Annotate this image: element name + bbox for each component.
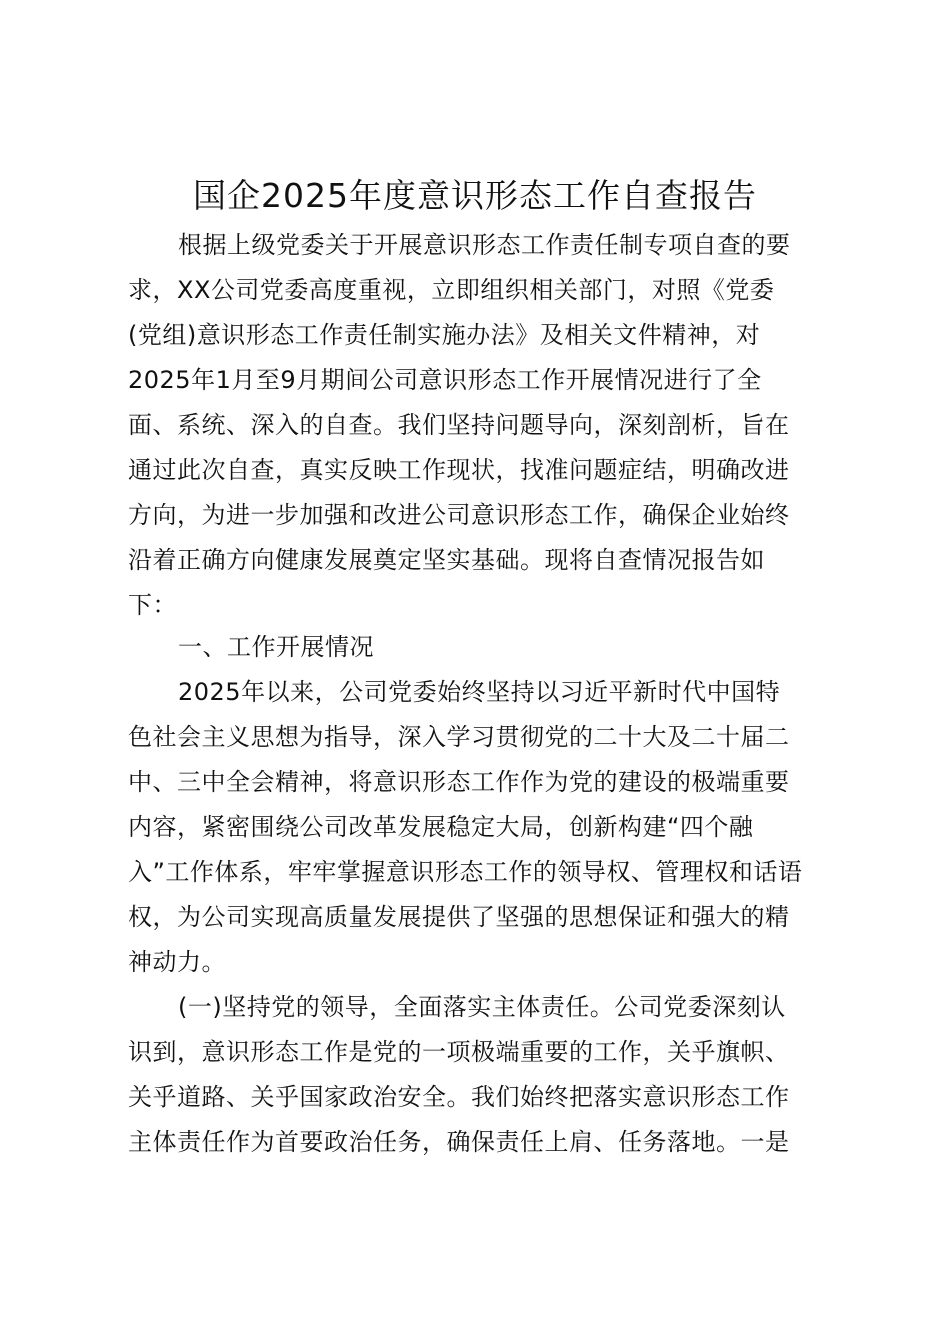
paragraph-line: (一)坚持党的领导，全面落实主体责任。公司党委深刻认 — [178, 993, 786, 1021]
paragraph-line: 2025年1月至9月期间公司意识形态工作开展情况进行了全 — [128, 366, 762, 394]
paragraph-line: 下： — [128, 591, 177, 619]
paragraph-line: 通过此次自查，真实反映工作现状，找准问题症结，明确改进 — [128, 456, 790, 484]
paragraph-line: 权，为公司实现高质量发展提供了坚强的思想保证和强大的精 — [128, 903, 790, 931]
paragraph-line: 沿着正确方向健康发展奠定坚实基础。现将自查情况报告如 — [128, 546, 765, 574]
paragraph-line: 关乎道路、关乎国家政治安全。我们始终把落实意识形态工作 — [128, 1083, 790, 1111]
paragraph-line: 识到，意识形态工作是党的一项极端重要的工作，关乎旗帜、 — [128, 1038, 790, 1066]
paragraph-line: 内容，紧密围绕公司改革发展稳定大局，创新构建“四个融 — [128, 813, 754, 841]
paragraph-line: 面、系统、深入的自查。我们坚持问题导向，深刻剖析，旨在 — [128, 411, 790, 439]
paragraph-line: 色社会主义思想为指导，深入学习贯彻党的二十大及二十届二 — [128, 723, 790, 751]
paragraph-line: 方向，为进一步加强和改进公司意识形态工作，确保企业始终 — [128, 501, 790, 529]
paragraph-line: 神动力。 — [128, 948, 226, 976]
paragraph-line: 入”工作体系，牢牢掌握意识形态工作的领导权、管理权和话语 — [128, 858, 803, 886]
paragraph-line: 求，XX公司党委高度重视，立即组织相关部门，对照《党委 — [128, 276, 775, 304]
paragraph-line: (党组)意识形态工作责任制实施办法》及相关文件精神，对 — [128, 321, 761, 349]
section-heading: 一、工作开展情况 — [178, 633, 374, 661]
paragraph-line: 主体责任作为首要政治任务，确保责任上肩、任务落地。一是 — [128, 1128, 790, 1156]
document-title: 国企2025年度意识形态工作自查报告 — [193, 176, 757, 215]
paragraph-line: 中、三中全会精神，将意识形态工作作为党的建设的极端重要 — [128, 768, 790, 796]
paragraph-line: 2025年以来，公司党委始终坚持以习近平新时代中国特 — [178, 678, 781, 706]
paragraph-line: 根据上级党委关于开展意识形态工作责任制专项自查的要 — [178, 231, 791, 259]
